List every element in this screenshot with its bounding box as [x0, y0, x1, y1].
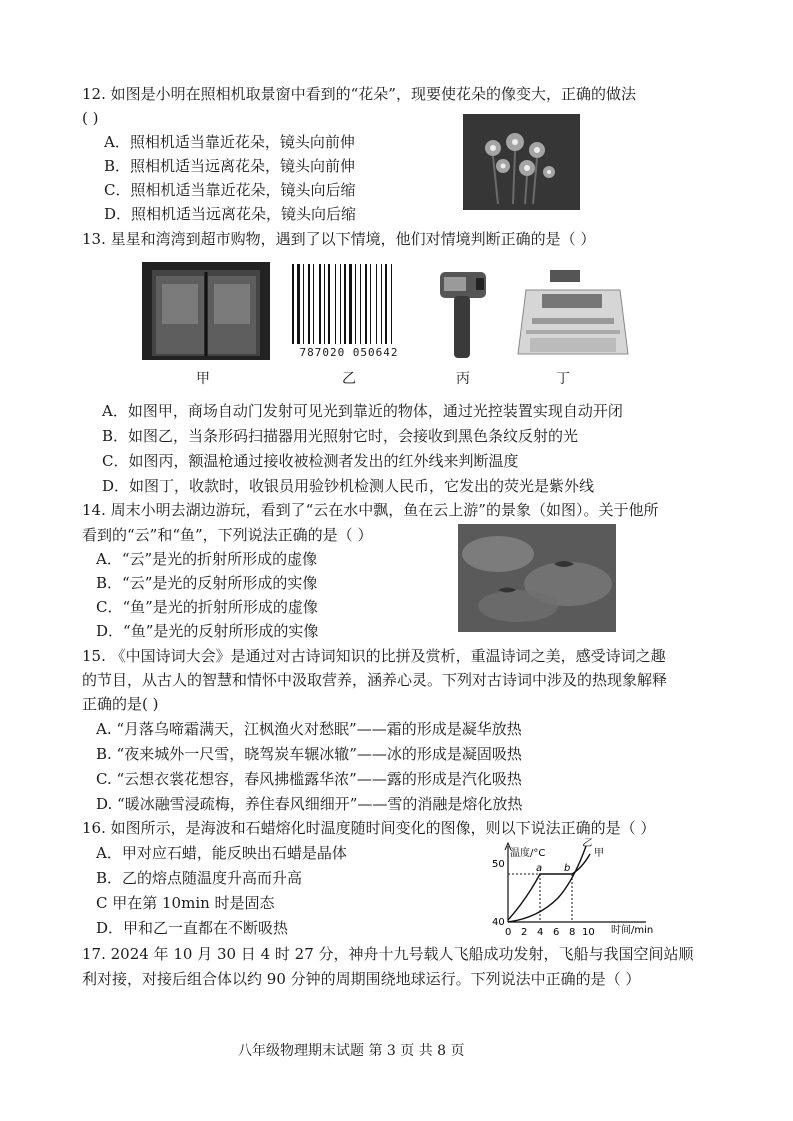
barcode-image: [290, 264, 408, 362]
barcode-stripe: [303, 264, 304, 344]
q16-option-d: D．甲和乙一直都在不断吸热: [96, 919, 289, 937]
q15-option-a: A. “月落乌啼霜满天，江枫渔火对愁眠”——霜的形成是凝华放热: [96, 720, 522, 738]
barcode-stripe: [381, 264, 382, 344]
q17-stem-line2: 利对接，对接后组合体以约 90 分钟的周期围绕地球运行。下列说法中正确的是（ ）: [82, 970, 641, 988]
y-tick-50: 50: [492, 859, 505, 870]
lake-reflection-photo: [458, 524, 616, 632]
x-tick-8: 8: [569, 927, 576, 938]
q14-option-c: C．“鱼”是光的折射所形成的虚像: [96, 598, 318, 616]
caption-bing: 丙: [456, 371, 470, 387]
q15-option-b: B. “夜来城外一尺雪，晓驾炭车辗冰辙”——冰的形成是凝固吸热: [96, 745, 522, 763]
barcode-stripe: [365, 264, 367, 344]
barcode-stripe: [349, 264, 352, 344]
q16-option-b: B．乙的熔点随温度升高而升高: [96, 869, 303, 887]
curve-jia-label: 甲: [594, 848, 604, 859]
page-footer: 八年级物理期末试题 第 3 页 共 8 页: [238, 1043, 465, 1059]
barcode-stripe: [297, 264, 300, 344]
q12-stem: 12. 如图是小明在照相机取景窗中看到的“花朵”，现要使花朵的像变大，正确的做法: [82, 85, 636, 103]
q16-option-c: C 甲在第 10min 时是固态: [96, 894, 275, 912]
y-tick-40: 40: [492, 917, 505, 928]
q16-option-a: A．甲对应石蜡，能反映出石蜡是晶体: [96, 844, 347, 862]
q13-stem: 13. 星星和湾湾到超市购物，遇到了以下情境，他们对情境判断正确的是（ ）: [82, 230, 596, 248]
q12-option-d: D．照相机适当远离花朵，镜头向后缩: [104, 205, 357, 223]
q13-option-b: B．如图乙，当条形码扫描器用光照射它时，会接收到黑色条纹反射的光: [102, 427, 579, 445]
y-axis-label: 温度/°C: [510, 848, 546, 859]
barcode-stripe: [324, 264, 325, 344]
q17-stem-line1: 17. 2024 年 10 月 30 日 4 时 27 分，神舟十九号载人飞船成功发射，飞船与我国空间站顺: [82, 945, 694, 963]
q15-stem-line2: 的节目，从古人的智慧和情怀中汲取营养，涵养心灵。下列对古诗词中涉及的热现象解释: [82, 671, 668, 689]
curve-jia: [508, 854, 590, 920]
curve-yi-label: 乙: [582, 838, 592, 849]
barcode-stripe: [292, 264, 294, 344]
barcode-digits: 787020 050642: [299, 346, 399, 359]
q15-stem-line3: 正确的是( ): [82, 695, 159, 713]
barcode-stripe: [308, 264, 310, 344]
q12-option-a: A．照相机适当靠近花朵，镜头向前伸: [104, 133, 355, 151]
barcode-stripe: [335, 264, 336, 344]
q15-stem-line1: 15. 《中国诗词大会》是通过对古诗词知识的比拼及赏析，重温诗词之美，感受诗词之趣: [82, 647, 666, 665]
x-tick-10: 10: [582, 927, 595, 938]
barcode-stripe: [328, 264, 330, 344]
barcode-stripe: [340, 264, 341, 344]
barcode-stripe: [391, 264, 392, 344]
barcode-stripe: [319, 264, 321, 344]
barcode-stripe: [370, 264, 371, 344]
q14-option-b: B．“云”是光的反射所形成的实像: [96, 574, 318, 592]
barcode-stripe: [313, 264, 314, 344]
q14-option-a: A．“云”是光的折射所形成的虚像: [96, 550, 318, 568]
q12-option-c: C．照相机适当靠近花朵，镜头向后缩: [104, 181, 356, 199]
q13-option-d: D．如图丁，收款时，收银员用验钞机检测人民币，它发出的荧光是紫外线: [102, 477, 595, 495]
q15-option-c: C. “云想衣裳花想容，春风拂槛露华浓”——露的形成是汽化吸热: [96, 770, 522, 788]
q12-answer-paren: ( ): [82, 109, 99, 127]
caption-jia: 甲: [196, 371, 210, 387]
q15-option-d: D. “暖冰融雪浸疏梅，养住春风细细开”——雪的消融是熔化放热: [96, 795, 523, 813]
q12-option-b: B．照相机适当远离花朵，镜头向前伸: [104, 157, 356, 175]
point-b-label: b: [564, 863, 571, 874]
point-a-label: a: [536, 863, 543, 874]
x-tick-4: 4: [537, 927, 544, 938]
flower-photo: [463, 114, 580, 210]
x-tick-2: 2: [521, 927, 528, 938]
q16-stem: 16. 如图所示，是海波和石蜡熔化时温度随时间变化的图像，则以下说法正确的是（ ）: [82, 819, 656, 837]
barcode-stripe: [376, 264, 377, 344]
automatic-door-photo: [142, 262, 270, 360]
melting-graph: [478, 840, 688, 940]
x-axis-label: 时间/min: [611, 925, 654, 936]
x-tick-6: 6: [553, 927, 560, 938]
caption-yi: 乙: [342, 371, 356, 387]
barcode-stripe: [385, 264, 387, 344]
q14-option-d: D．“鱼”是光的反射所形成的实像: [96, 622, 319, 640]
forehead-thermometer-photo: [438, 270, 488, 362]
q13-option-a: A．如图甲，商场自动门发射可见光到靠近的物体，通过光控装置实现自动开闭: [102, 402, 623, 420]
barcode-stripe: [360, 264, 361, 344]
q14-stem-line1: 14. 周末小明去湖边游玩，看到了“云在水中飘，鱼在云上游”的景象（如图）。关于他所: [82, 501, 659, 519]
caption-ding: 丁: [556, 371, 570, 387]
money-counter-photo: [512, 268, 634, 360]
q14-stem-line2: 看到的“云”和“鱼”，下列说法正确的是（ ）: [82, 526, 373, 544]
barcode-stripe: [344, 264, 346, 344]
q13-option-c: C．如图丙，额温枪通过接收被检测者发出的红外线来判断温度: [102, 452, 519, 470]
x-tick-0: 0: [505, 927, 512, 938]
barcode-stripe: [355, 264, 356, 344]
